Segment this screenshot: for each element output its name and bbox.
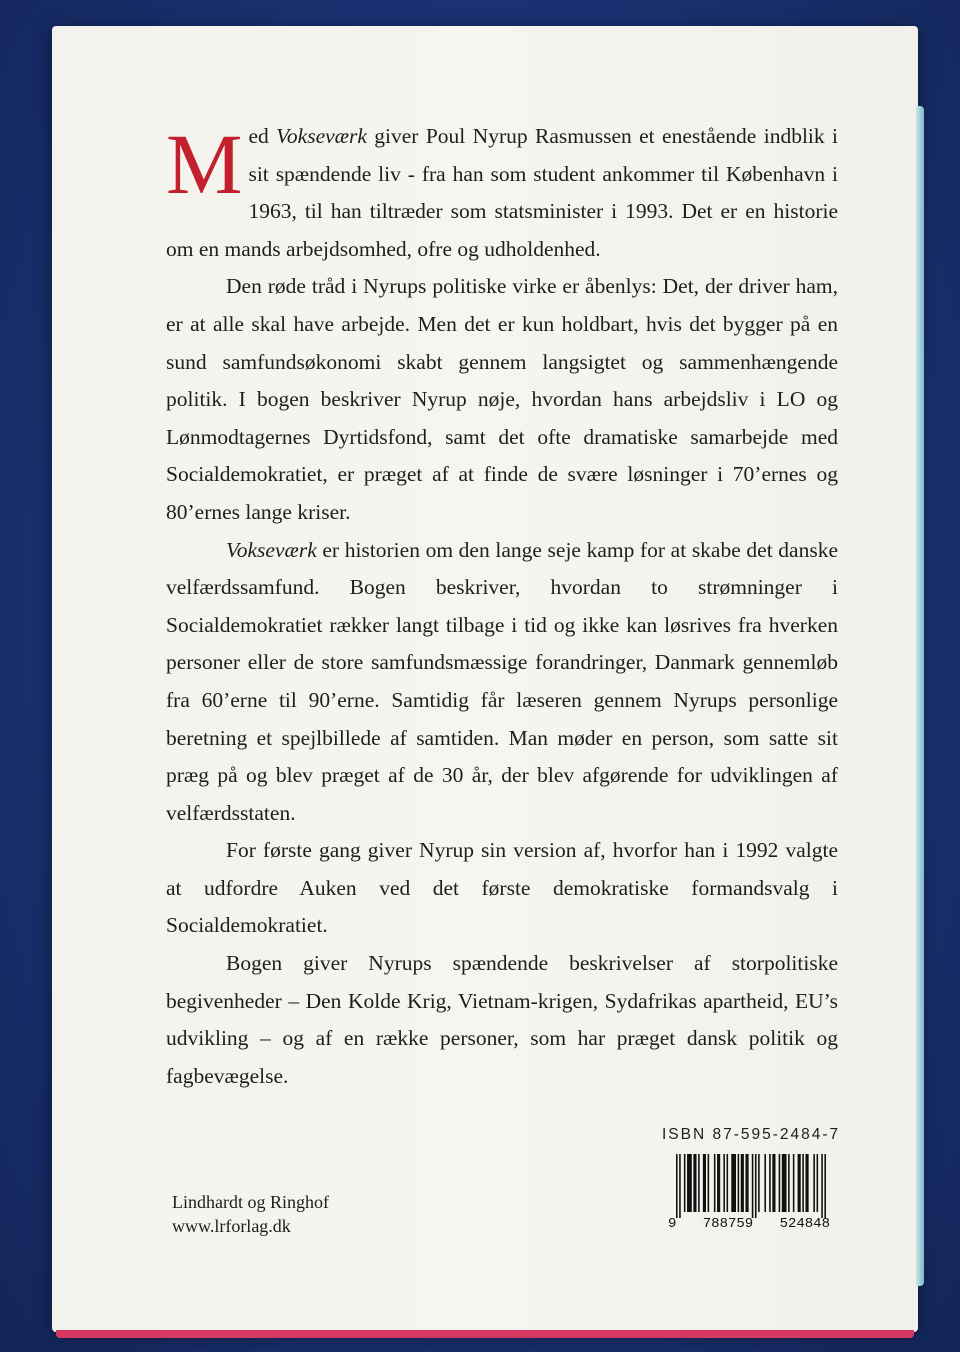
barcode-bar bbox=[693, 1154, 696, 1212]
publisher-info bbox=[172, 1190, 329, 1238]
barcode-bar bbox=[684, 1154, 686, 1212]
blurb-paragraph-5: Bogen giver Nyrups spændende beskrivelser af storpolitiske begivenheder – Den Kolde Krig, Vietnam-krigen, Sydafrikas apartheid, EU’s udvikling – og af en række personer, som har præget dansk politik og fagbevægelse. bbox=[166, 951, 838, 1088]
barcode-bar bbox=[741, 1154, 744, 1212]
barcode bbox=[668, 1150, 830, 1242]
cover-edge-bottom bbox=[56, 1330, 914, 1338]
barcode-digit-group: 524848 bbox=[779, 1216, 830, 1232]
barcode-bar bbox=[793, 1154, 795, 1212]
barcode-bar bbox=[755, 1154, 757, 1218]
barcode-bar bbox=[731, 1154, 736, 1212]
back-cover-blurb bbox=[166, 118, 838, 1095]
barcode-bar bbox=[821, 1154, 823, 1218]
publisher-name: Lindhardt og Ringhof bbox=[172, 1192, 329, 1212]
barcode-bar bbox=[779, 1154, 781, 1212]
barcode-bar bbox=[824, 1154, 826, 1218]
barcode-digit-group: 9 bbox=[668, 1216, 677, 1232]
blurb-paragraph-1 bbox=[166, 118, 838, 268]
barcode-bar bbox=[772, 1154, 775, 1212]
barcode-bar bbox=[703, 1154, 706, 1212]
barcode-bar bbox=[714, 1154, 716, 1212]
barcode-bar bbox=[817, 1154, 819, 1212]
barcode-bar bbox=[708, 1154, 710, 1212]
barcode-bar bbox=[676, 1154, 678, 1218]
barcode-bar bbox=[769, 1154, 771, 1212]
barcode-bar bbox=[717, 1154, 720, 1212]
barcode-bar bbox=[798, 1154, 801, 1212]
publisher-website: www.lrforlag.dk bbox=[172, 1216, 291, 1236]
barcode-bars bbox=[676, 1154, 826, 1218]
book-back-cover bbox=[52, 26, 918, 1332]
barcode-bar bbox=[687, 1154, 692, 1212]
barcode-bar bbox=[723, 1154, 725, 1212]
barcode-bar bbox=[764, 1154, 766, 1212]
blurb-paragraph-2: Den røde tråd i Nyrups politiske virke er åbenlys: Det, der driver ham, er at alle skal have arbejde. Men det er kun holdbart, hvis det bygger på en sund samfundsøkonomi skabt gennem langsigtet og sammenhængende politik. I bogen beskriver Nyrup nøje, hvordan hans arbejdsliv i LO og Lønmodtagernes Dyrtidsfond, samt det ofte dramatiske samarbejde med Socialdemokratiet, er præget af at finde de svære løsninger i 70’ernes og 80’ernes lange kriser. bbox=[166, 274, 838, 524]
blurb-text: er historien om den lange seje kamp for at skabe det danske velfærdssamfund. Bogen beskriver, hvordan to strømninger i Socialdemokratiet rækker langt tilbage i tid og ikke kan løsrives fra hverken personer eller de store samfundsmæssige forandringer, Danmark gennemløb fra 60’erne til 90’erne. Samtidig får læseren gennem Nyrups personlige beretning et spejlbillede af samtiden. Man møder en person, som satte sit præg på og blev præget af de 30 år, der blev afgørende for udviklingen af velfærdsstaten. bbox=[166, 537, 838, 825]
barcode-bar bbox=[679, 1154, 681, 1218]
barcode-bar bbox=[802, 1154, 804, 1212]
barcode-bar bbox=[738, 1154, 740, 1212]
barcode-bar bbox=[788, 1154, 790, 1212]
barcode-bar bbox=[782, 1154, 787, 1212]
page-edge-right bbox=[916, 106, 924, 1286]
blurb-paragraph-4: For første gang giver Nyrup sin version af, hvorfor han i 1992 valgte at udfordre Auken ved det første demokratiske formandsvalg i Socialdemokratiet. bbox=[166, 838, 838, 938]
blurb-text: ed bbox=[248, 124, 277, 148]
barcode-bar bbox=[805, 1154, 808, 1212]
blurb-text: giver Poul Nyrup Rasmussen et enestående indblik i sit spændende liv - fra han som student ankommer til København i 1963, til han tiltræder som statsminister i 1993. Det er en historie om en mands arbejdsomhed, ofre og udholdenhed. bbox=[166, 124, 838, 261]
isbn-label: ISBN 87-595-2484-7 bbox=[662, 1126, 841, 1143]
barcode-bar bbox=[698, 1154, 700, 1212]
barcode-bar bbox=[752, 1154, 754, 1218]
barcode-digit-group: 788759 bbox=[702, 1216, 754, 1232]
book-title-italic: Vokseværk bbox=[276, 124, 367, 148]
book-title-italic: Vokseværk bbox=[226, 537, 317, 562]
barcode-bar bbox=[745, 1154, 748, 1212]
barcode-bar bbox=[758, 1154, 760, 1212]
barcode-bar bbox=[727, 1154, 729, 1212]
blurb-paragraph-3 bbox=[166, 532, 838, 833]
barcode-digits bbox=[668, 1216, 830, 1232]
barcode-bar bbox=[813, 1154, 815, 1212]
dropcap-letter: M bbox=[166, 116, 243, 212]
